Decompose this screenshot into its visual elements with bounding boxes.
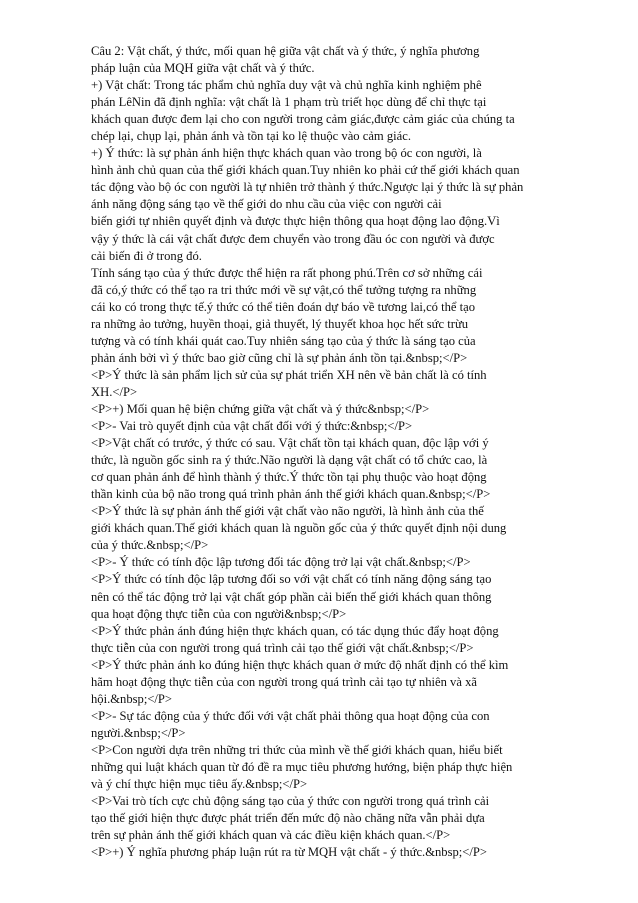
text-line: hãm hoạt động thực tiễn của con người trong quá trình cải tạo tự nhiên và xã bbox=[91, 674, 477, 689]
text-line: nên có thể tác động trở lại vật chất góp phần cải biến thế giới khách quan thông bbox=[91, 589, 492, 604]
text-line: <P>- Vai trò quyết định của vật chất đối với ý thức:&nbsp;</P> bbox=[91, 419, 413, 434]
text-line: <P>+) Mối quan hệ biện chứng giữa vật chất và ý thức&nbsp;</P> bbox=[91, 401, 430, 416]
text-line: qua hoạt động thực tiễn của con người&nbsp;</P> bbox=[91, 606, 347, 621]
text-line: ánh năng động sáng tạo về thế giới do nhu cầu của việc con người cải bbox=[91, 197, 442, 212]
text-line: <P>Con người dựa trên những tri thức của mình về thế giới khách quan, hiểu biết bbox=[91, 742, 503, 757]
text-line: pháp luận của MQH giữa vật chất và ý thức. bbox=[91, 61, 315, 76]
text-line: chép lại, chụp lại, phản ánh và tồn tại ko lệ thuộc vào cảm giác. bbox=[91, 129, 411, 144]
text-line: thần kinh của bộ não trong quá trình phản ánh thế giới khách quan.&nbsp;</P> bbox=[91, 487, 491, 502]
text-line: cơ quan phản ánh để hình thành ý thức.Ý thức tồn tại phụ thuộc vào hoạt động bbox=[91, 470, 487, 485]
text-line: hình ảnh chủ quan của thế giới khách quan.Tuy nhiên ko phải cứ thế giới khách quan bbox=[91, 163, 520, 178]
text-line: trên sự phản ánh thế giới khách quan và các điều kiện khách quan.</P> bbox=[91, 828, 451, 843]
text-line: phán LêNin đã định nghĩa: vật chất là 1 phạm trù triết học dùng để chỉ thực tại bbox=[91, 95, 487, 110]
text-line: biến giới tự nhiên quyết định và được thực hiện thông qua hoạt động lao động.Vì bbox=[91, 214, 500, 229]
text-line: đã có,ý thức có thể tạo ra tri thức mới về sự vật,có thể tưởng tượng ra những bbox=[91, 282, 477, 297]
text-line: tạo thế giới hiện thực được phát triển đến mức độ nào chăng nữa vẫn phải dựa bbox=[91, 811, 485, 826]
text-line: phản ánh bởi vì ý thức bao giờ cũng chỉ là sự phản ánh tồn tại.&nbsp;</P> bbox=[91, 350, 468, 365]
text-line: <P>Ý thức là sự phản ánh thế giới vật chất vào não người, là hình ảnh của thế bbox=[91, 504, 484, 519]
text-line: Tính sáng tạo của ý thức được thể hiện ra rất phong phú.Trên cơ sở những cái bbox=[91, 265, 483, 280]
text-line: Câu 2: Vật chất, ý thức, mối quan hệ giữa vật chất và ý thức, ý nghĩa phương bbox=[91, 44, 480, 58]
text-line: cải biến đi ở trong đó. bbox=[91, 248, 202, 263]
text-line: giới khách quan.Thế giới khách quan là nguồn gốc của ý thức quyết định nội dung bbox=[91, 521, 507, 536]
text-line: +) Vật chất: Trong tác phẩm chủ nghĩa duy vật và chủ nghĩa kinh nghiệm phê bbox=[91, 78, 482, 93]
text-line: vậy ý thức là cái vật chất được đem chuyển vào trong đầu óc con người và được bbox=[91, 231, 495, 246]
text-line: <P>Vật chất có trước, ý thức có sau. Vật chất tồn tại khách quan, độc lập với ý bbox=[91, 436, 489, 451]
text-line: <P>Ý thức là sản phẩm lịch sử của sự phát triển XH nên về bản chất là có tính bbox=[91, 367, 487, 382]
text-line: <P>- Ý thức có tính độc lập tương đối tác động trở lại vật chất.&nbsp;</P> bbox=[91, 555, 471, 570]
text-line: <P>Ý thức phản ánh ko đúng hiện thực khách quan ở mức độ nhất định có thể kìm bbox=[91, 657, 509, 672]
text-line: thực tiễn của con người trong quá trình cải tạo thế giới vật chất.&nbsp;</P> bbox=[91, 640, 474, 655]
text-line: người.&nbsp;</P> bbox=[91, 725, 186, 740]
text-line: <P>Ý thức có tính độc lập tương đối so với vật chất có tính năng động sáng tạo bbox=[91, 572, 492, 587]
text-line: <P>Vai trò tích cực chủ động sáng tạo của ý thức con người trong quá trình cải bbox=[91, 794, 490, 809]
text-line: của ý thức.&nbsp;</P> bbox=[91, 538, 209, 553]
text-line: <P>+) Ý nghĩa phương pháp luận rút ra từ MQH vật chất - ý thức.&nbsp;</P> bbox=[91, 845, 487, 860]
text-line: <P>- Sự tác động của ý thức đối với vật chất phải thông qua hoạt động của con bbox=[91, 708, 490, 723]
text-line: tượng và có tính khái quát cao.Tuy nhiên sáng tạo của ý thức là sáng tạo của bbox=[91, 333, 476, 348]
text-line: thức, là nguồn gốc sinh ra ý thức.Não người là dạng vật chất có tổ chức cao, là bbox=[91, 453, 488, 468]
text-line: khách quan được đem lại cho con người trong cảm giác,được cảm giác của chúng ta bbox=[91, 112, 515, 127]
text-line: ra những ảo tưởng, huyền thoại, giả thuyết, lý thuyết khoa học hết sức trừu bbox=[91, 316, 469, 331]
text-line: cái ko có trong thực tế.ý thức có thể tiên đoán dự báo về tương lai,có thể tạo bbox=[91, 299, 476, 314]
text-line: hội.&nbsp;</P> bbox=[91, 691, 173, 706]
text-line: <P>Ý thức phản ánh đúng hiện thực khách quan, có tác dụng thúc đẩy hoạt động bbox=[91, 623, 499, 638]
text-line: và ý chí thực hiện mục tiêu ấy.&nbsp;</P> bbox=[91, 777, 308, 792]
text-line: +) Ý thức: là sự phản ánh hiện thực khách quan vào trong bộ óc con người, là bbox=[91, 146, 482, 161]
text-line: XH.</P> bbox=[91, 384, 138, 399]
document-page bbox=[91, 43, 561, 861]
text-line: tác động vào bộ óc con người là tự nhiên trở thành ý thức.Ngược lại ý thức là sự phản bbox=[91, 180, 524, 195]
text-line: những qui luật khách quan từ đó đề ra mục tiêu phương hướng, biện pháp thực hiện bbox=[91, 759, 513, 774]
